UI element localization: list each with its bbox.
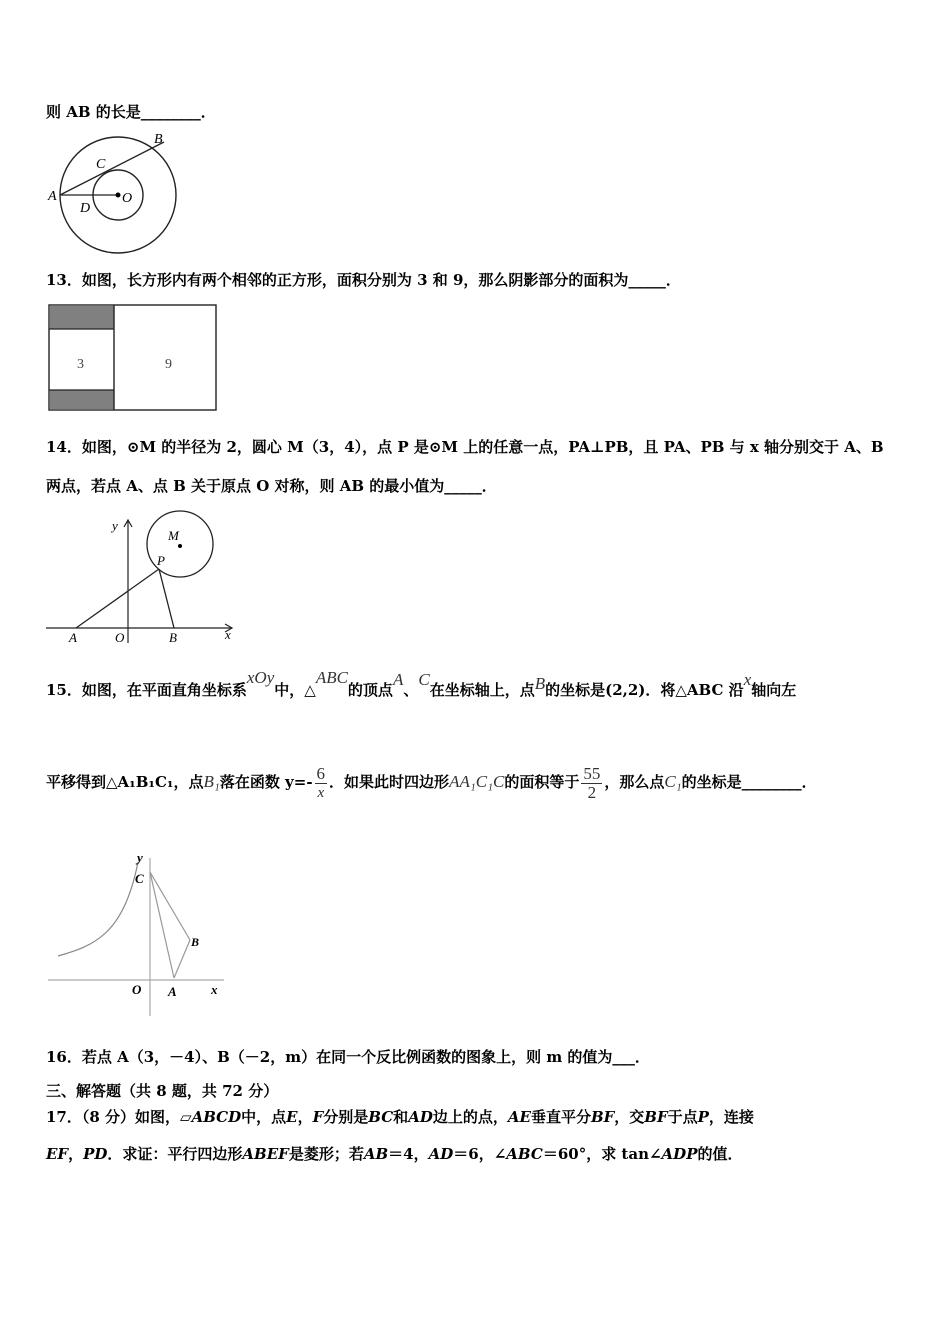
svg-text:x: x	[225, 627, 231, 642]
hyperbola	[58, 862, 138, 956]
label-C: C	[96, 157, 106, 172]
label-9: 9	[165, 357, 172, 372]
q15-figure	[44, 846, 234, 1021]
label-A: A	[48, 189, 57, 204]
svg-text:x: x	[211, 982, 218, 997]
q13-text: 13．如图，长方形内有两个相邻的正方形，面积分别为 3 和 9，那么阴影部分的面积为_____．	[46, 271, 681, 289]
shaded-top	[50, 306, 114, 329]
svg-text:y: y	[137, 850, 143, 865]
svg-text:B: B	[169, 630, 177, 645]
label-3: 3	[77, 357, 84, 372]
q14-line2: 两点，若点 A、点 B 关于原点 O 对称，则 AB 的最小值为_____．	[46, 477, 497, 495]
q12-figure	[44, 130, 194, 255]
segment-PB	[159, 569, 174, 628]
svg-text:P: P	[157, 553, 165, 568]
segment-AB	[60, 142, 164, 195]
shaded-bottom	[50, 390, 114, 409]
section-heading: 三、解答题（共 8 题，共 72 分）	[46, 1082, 279, 1100]
svg-text:M: M	[168, 528, 179, 543]
svg-text:O: O	[132, 982, 142, 997]
q17-line1: 17．（8 分）如图，▱ABCD中，点E，F分别是BC和AD边上的点，AE垂直平分BF，交BF于点P，连接	[46, 1108, 754, 1126]
svg-text:C: C	[135, 871, 144, 886]
q16-text: 16．若点 A（3，－4）、B（－2，m）在同一个反比例函数的图象上，则 m 的值为___．	[46, 1048, 650, 1066]
side-AB	[174, 940, 190, 978]
q14-figure	[44, 508, 244, 648]
svg-text:O: O	[115, 630, 125, 645]
label-D: D	[80, 201, 91, 216]
label-B: B	[154, 132, 163, 147]
q15-line2: 平移得到△A₁B₁C₁，点B₁落在函数 y=- $\frac{6}{x}$ ．如果此时四边形AA₁C₁C的面积等于 $\frac{55}{2}$ ，那么点C₁的坐标是________．	[46, 763, 817, 802]
svg-text:y: y	[112, 518, 118, 533]
fraction-55-over-2: $\frac{55}{2}$	[583, 763, 601, 802]
side-CA	[150, 872, 174, 978]
label-O: O	[122, 191, 133, 206]
fraction-6-over-x: $\frac{6}{x}$	[316, 763, 326, 801]
q15-line1: 15．如图，在平面直角坐标系xOy中，△ABC的顶点A、C在坐标轴上，点B的坐标是(2,2)．将△ABC 沿x轴向左	[46, 668, 797, 699]
svg-text:B: B	[191, 935, 200, 949]
q17-line2: EF，PD．求证：平行四边形ABEF是菱形；若AB＝4，AD＝6，∠ABC＝60°，求 tan∠ADP的值．	[46, 1145, 743, 1163]
q13-figure	[48, 304, 220, 414]
svg-text:A: A	[168, 984, 177, 999]
center-dot	[116, 193, 121, 198]
q12-text: 则 AB 的长是________．	[46, 103, 216, 121]
q14-line1: 14．如图，⊙M 的半径为 2，圆心 M（3，4），点 P 是⊙M 上的任意一点，PA⊥PB，且 PA、PB 与 x 轴分别交于 A、B	[46, 438, 884, 456]
side-CB	[150, 872, 190, 940]
svg-text:A: A	[69, 630, 77, 645]
segment-PA	[76, 569, 159, 628]
